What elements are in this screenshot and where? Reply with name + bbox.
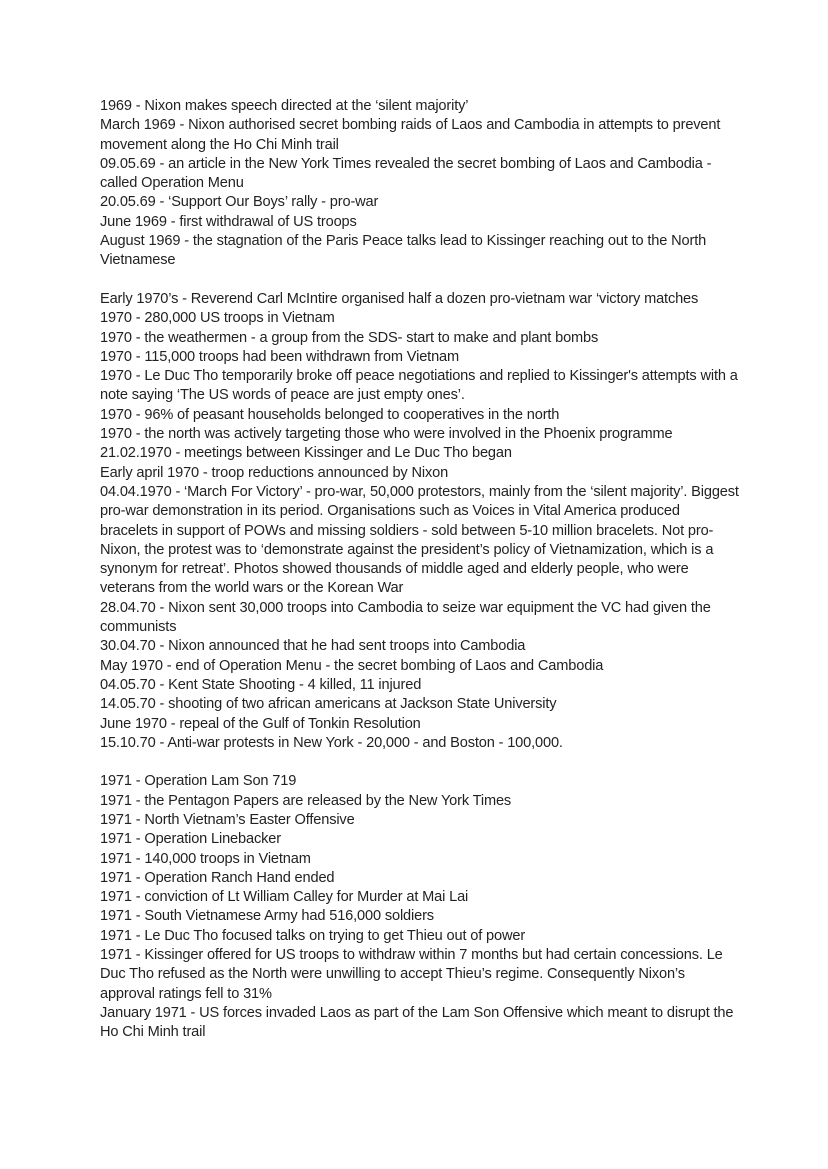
timeline-entry: 21.02.1970 - meetings between Kissinger and Le Duc Tho began [100, 445, 512, 462]
timeline-entry: 1970 - 280,000 US troops in Vietnam [100, 310, 335, 327]
timeline-entry: March 1969 - Nixon authorised secret bombing raids of Laos and Cambodia in attempts to prevent movement along the Ho Chi Minh trail [100, 117, 721, 153]
section-1969 [100, 97, 740, 271]
section-1970 [100, 290, 740, 753]
timeline-entry: June 1969 - first withdrawal of US troops [100, 213, 357, 230]
timeline-entry: August 1969 - the stagnation of the Paris Peace talks lead to Kissinger reaching out to the North Vietnamese [100, 233, 707, 269]
timeline-entry: 30.04.70 - Nixon announced that he had sent troops into Cambodia [100, 638, 526, 655]
timeline-entry: Early 1970’s - Reverend Carl McIntire organised half a dozen pro-vietnam war ‘victory matches [100, 290, 699, 307]
timeline-entry: 04.05.70 - Kent State Shooting - 4 killed, 11 injured [100, 676, 422, 693]
timeline-entry: 1971 - Le Duc Tho focused talks on trying to get Thieu out of power [100, 927, 526, 944]
timeline-entry: 1970 - the weathermen - a group from the SDS- start to make and plant bombs [100, 329, 599, 346]
timeline-entry: 1971 - South Vietnamese Army had 516,000 soldiers [100, 908, 434, 925]
timeline-entry: Early april 1970 - troop reductions announced by Nixon [100, 464, 449, 481]
timeline-entry: 09.05.69 - an article in the New York Times revealed the secret bombing of Laos and Cambodia - called Operation Menu [100, 155, 712, 192]
timeline-entry: 1971 - Operation Ranch Hand ended [100, 869, 335, 886]
timeline-entry: 1970 - Le Duc Tho temporarily broke off peace negotiations and replied to Kissinger's attempts with a note saying ‘The US words of peace are just empty ones’. [100, 368, 738, 404]
timeline-entry: 1971 - Operation Linebacker [100, 831, 281, 848]
timeline-entry: January 1971 - US forces invaded Laos as part of the Lam Son Offensive which meant to disrupt the Ho Chi Minh trail [100, 1004, 734, 1041]
timeline-entry: 15.10.70 - Anti-war protests in New York - 20,000 - and Boston - 100,000. [100, 734, 563, 751]
timeline-entry: 1971 - Operation Lam Son 719 [100, 773, 297, 790]
timeline-entry: May 1970 - end of Operation Menu - the secret bombing of Laos and Cambodia [100, 657, 604, 674]
timeline-entry: 1971 - the Pentagon Papers are released by the New York Times [100, 792, 512, 809]
timeline-entry: 14.05.70 - shooting of two african americans at Jackson State University [100, 696, 557, 713]
document-page [100, 97, 740, 1043]
timeline-entry: 1969 - Nixon makes speech directed at the ‘silent majority’ [100, 98, 469, 114]
timeline-entry: 1971 - 140,000 troops in Vietnam [100, 850, 311, 867]
timeline-entry: June 1970 - repeal of the Gulf of Tonkin Resolution [100, 715, 421, 732]
timeline-entry: 1970 - 115,000 troops had been withdrawn from Vietnam [100, 348, 460, 365]
timeline-entry: 1971 - North Vietnam’s Easter Offensive [100, 811, 355, 828]
timeline-entry: 1970 - 96% of peasant households belonged to cooperatives in the north [100, 406, 560, 423]
timeline-entry: 28.04.70 - Nixon sent 30,000 troops into Cambodia to seize war equipment the VC had given the communists [100, 599, 711, 636]
section-1971 [100, 772, 740, 1042]
timeline-entry: 1971 - conviction of Lt William Calley for Murder at Mai Lai [100, 889, 469, 906]
timeline-entry: 20.05.69 - ‘Support Our Boys’ rally - pro-war [100, 194, 379, 211]
timeline-entry: 1970 - the north was actively targeting those who were involved in the Phoenix programme [100, 426, 673, 443]
timeline-entry: 04.04.1970 - ‘March For Victory’ - pro-war, 50,000 protestors, mainly from the ‘silent majority’. Biggest pro-war demonstration in its period. Organisations such as Voices in Vital America produced bracelets in support of POWs and missing soldiers - sold between 5-10 million bracelets. Not pro-Nixon, the protest was to ‘demonstrate against the president’s policy of Vietnamization, which is a synonym for retreat’. Photos showed thousands of middle aged and elderly people, who were veterans from the world wars or the Korean War [100, 483, 739, 597]
timeline-entry: 1971 - Kissinger offered for US troops to withdraw within 7 months but had certain concessions. Le Duc Tho refused as the North were unwilling to accept Thieu’s regime. Consequently Nixon’s approval ratings fell to 31% [100, 947, 723, 1002]
